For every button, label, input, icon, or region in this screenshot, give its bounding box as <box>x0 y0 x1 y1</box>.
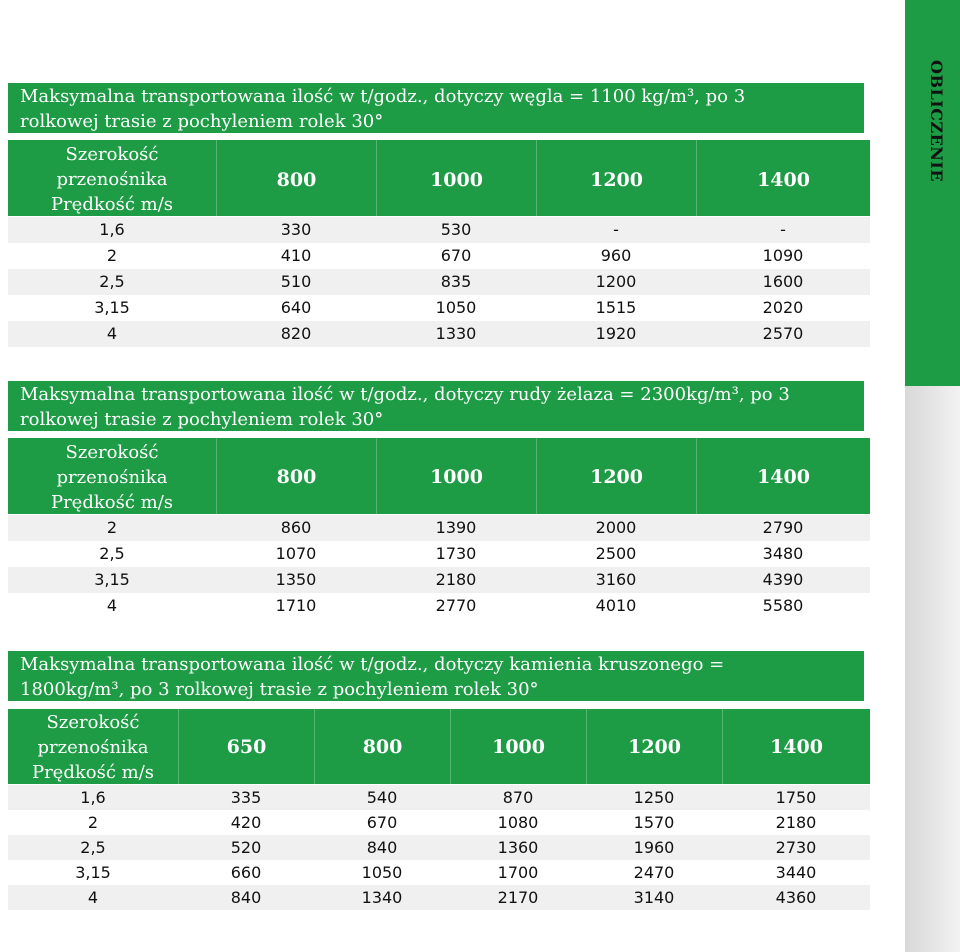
table-1-header <box>8 140 870 216</box>
column-header: 1200 <box>536 438 696 516</box>
table-2-title-line-2: rolkowej trasie z pochyleniem rolek 30° <box>20 409 384 430</box>
value-cell: 2570 <box>762 324 804 343</box>
value-cell: 530 <box>440 220 472 239</box>
value-cell: 670 <box>440 246 472 265</box>
side-tab-shadow <box>905 386 960 952</box>
table-3-title-line-1: Maksymalna transportowana ilość w t/godz., dotyczy kamienia kruszonego = <box>20 654 725 675</box>
table-1-title <box>8 83 864 133</box>
value-cell: 835 <box>440 272 472 291</box>
corner-width-label: Szerokość <box>65 442 159 463</box>
speed-cell: 1,6 <box>99 220 125 239</box>
table-2-corner <box>8 438 216 515</box>
table-1-title-line-2: rolkowej trasie z pochyleniem rolek 30° <box>20 111 384 132</box>
value-cell: 4360 <box>775 888 817 907</box>
table-row <box>8 593 870 619</box>
table-row <box>8 835 870 860</box>
table-3-body <box>8 785 870 910</box>
value-cell: 420 <box>230 813 262 832</box>
corner-width-label: Szerokość <box>46 712 140 733</box>
table-row <box>8 810 870 835</box>
value-cell: - <box>613 220 619 239</box>
table-row <box>8 785 870 810</box>
corner-width-label-2: przenośnika <box>56 467 168 488</box>
column-header: 1000 <box>376 140 536 220</box>
table-3-title <box>8 651 864 701</box>
speed-cell: 4 <box>106 596 118 615</box>
column-header: 1000 <box>376 438 536 516</box>
value-cell: 2790 <box>762 518 804 537</box>
speed-cell: 4 <box>106 324 118 343</box>
speed-cell: 2 <box>106 246 118 265</box>
value-cell: 4010 <box>595 596 637 615</box>
value-cell: 3480 <box>762 544 804 563</box>
speed-cell: 2 <box>106 518 118 537</box>
value-cell: 1050 <box>435 298 477 317</box>
value-cell: 1080 <box>497 813 539 832</box>
value-cell: 1200 <box>595 272 637 291</box>
value-cell: 660 <box>230 863 262 882</box>
speed-cell: 4 <box>87 888 99 907</box>
column-header: 1200 <box>536 140 696 220</box>
value-cell: 1390 <box>435 518 477 537</box>
value-cell: 2180 <box>775 813 817 832</box>
value-cell: 1920 <box>595 324 637 343</box>
table-row <box>8 515 870 541</box>
value-cell: 330 <box>280 220 312 239</box>
value-cell: 840 <box>366 838 398 857</box>
value-cell: 860 <box>280 518 312 537</box>
value-cell: 4390 <box>762 570 804 589</box>
column-header: 650 <box>178 709 314 785</box>
value-cell: 2730 <box>775 838 817 857</box>
table-3-columns <box>178 709 870 785</box>
value-cell: 2170 <box>497 888 539 907</box>
value-cell: 1250 <box>633 788 675 807</box>
table-2-body <box>8 515 870 619</box>
value-cell: 2770 <box>435 596 477 615</box>
corner-speed-label: Prędkość m/s <box>31 762 155 783</box>
value-cell: 870 <box>502 788 534 807</box>
value-cell: 1750 <box>775 788 817 807</box>
table-2-title <box>8 381 864 431</box>
value-cell: 1340 <box>361 888 403 907</box>
table-row <box>8 217 870 243</box>
value-cell: 1050 <box>361 863 403 882</box>
table-1-columns <box>216 140 870 220</box>
speed-cell: 2,5 <box>99 272 125 291</box>
value-cell: 960 <box>600 246 632 265</box>
table-row <box>8 885 870 910</box>
column-header: 1400 <box>722 709 870 785</box>
table-3-corner <box>8 709 178 785</box>
table-3-title-line-2: 1800kg/m³, po 3 rolkowej trasie z pochyleniem rolek 30° <box>20 679 539 700</box>
corner-speed-label: Prędkość m/s <box>50 194 174 215</box>
corner-width-label: Szerokość <box>65 144 159 165</box>
value-cell: 1515 <box>595 298 637 317</box>
table-row <box>8 295 870 321</box>
speed-cell: 1,6 <box>80 788 106 807</box>
side-tab-label: OBLICZENIE <box>927 60 946 183</box>
table-row <box>8 269 870 295</box>
value-cell: 3440 <box>775 863 817 882</box>
value-cell: 2470 <box>633 863 675 882</box>
corner-width-label-2: przenośnika <box>56 169 168 190</box>
value-cell: 1360 <box>497 838 539 857</box>
value-cell: 1570 <box>633 813 675 832</box>
table-row <box>8 321 870 347</box>
table-3-header <box>8 709 870 784</box>
value-cell: 1730 <box>435 544 477 563</box>
speed-cell: 3,15 <box>75 863 111 882</box>
value-cell: 2000 <box>595 518 637 537</box>
column-header: 800 <box>216 438 376 516</box>
column-header: 800 <box>314 709 450 785</box>
value-cell: 1090 <box>762 246 804 265</box>
column-header: 1400 <box>696 140 870 220</box>
value-cell: 3160 <box>595 570 637 589</box>
value-cell: 2020 <box>762 298 804 317</box>
table-row <box>8 860 870 885</box>
column-header: 1000 <box>450 709 586 785</box>
value-cell: 2180 <box>435 570 477 589</box>
value-cell: 1700 <box>497 863 539 882</box>
corner-speed-label: Prędkość m/s <box>50 492 174 513</box>
value-cell: 3140 <box>633 888 675 907</box>
table-2-columns <box>216 438 870 516</box>
value-cell: 335 <box>230 788 262 807</box>
value-cell: 410 <box>280 246 312 265</box>
speed-cell: 2,5 <box>99 544 125 563</box>
value-cell: 1600 <box>762 272 804 291</box>
value-cell: 520 <box>230 838 262 857</box>
table-row <box>8 541 870 567</box>
value-cell: 1960 <box>633 838 675 857</box>
value-cell: 640 <box>280 298 312 317</box>
value-cell: 1350 <box>275 570 317 589</box>
table-row <box>8 567 870 593</box>
table-1-title-line-1: Maksymalna transportowana ilość w t/godz., dotyczy węgla = 1100 kg/m³, po 3 <box>20 86 746 107</box>
value-cell: 1710 <box>275 596 317 615</box>
speed-cell: 3,15 <box>94 570 130 589</box>
speed-cell: 3,15 <box>94 298 130 317</box>
table-2-title-line-1: Maksymalna transportowana ilość w t/godz., dotyczy rudy żelaza = 2300kg/m³, po 3 <box>20 384 790 405</box>
speed-cell: 2 <box>87 813 99 832</box>
column-header: 800 <box>216 140 376 220</box>
value-cell: - <box>780 220 786 239</box>
column-header: 1400 <box>696 438 870 516</box>
value-cell: 540 <box>366 788 398 807</box>
table-2-header <box>8 438 870 514</box>
corner-width-label-2: przenośnika <box>37 737 149 758</box>
value-cell: 2500 <box>595 544 637 563</box>
speed-cell: 2,5 <box>80 838 106 857</box>
table-1-corner <box>8 140 216 217</box>
value-cell: 670 <box>366 813 398 832</box>
value-cell: 840 <box>230 888 262 907</box>
value-cell: 1330 <box>435 324 477 343</box>
table-row <box>8 243 870 269</box>
value-cell: 1070 <box>275 544 317 563</box>
table-1-body <box>8 217 870 347</box>
value-cell: 820 <box>280 324 312 343</box>
column-header: 1200 <box>586 709 722 785</box>
value-cell: 510 <box>280 272 312 291</box>
value-cell: 5580 <box>762 596 804 615</box>
